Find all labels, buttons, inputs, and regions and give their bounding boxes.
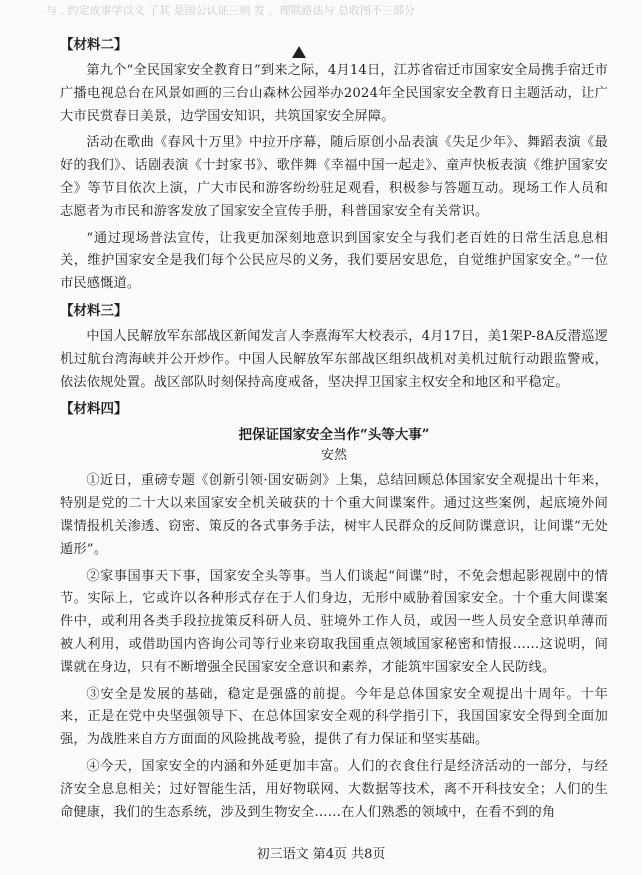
- material3-paragraph: 中国人民解放军东部战区新闻发言人李熹海军大校表示，4月17日，美1架P-8A反潜巡逻机过航台湾海峡并公开炒作。中国人民解放军东部战区组织战机对美机过航行动跟监警戒，依法依规处置。战区部队时刻保持高度戒备，坚决捍卫国家主权安全和地区和平稳定。: [60, 328, 608, 390]
- article-title: 把保证国家安全当作“头等大事”: [238, 427, 430, 444]
- material3-heading: 【材料三】: [60, 302, 128, 319]
- page-content: [60, 32, 608, 828]
- material4-paragraph: ①近日，重磅专题《创新引领·国安砺剑》上集，总结回顾总体国家安全观提出十年来，特别是党的二十大以来国家安全机关破获的十个重大间谍案件。通过这些案例，起底境外间谍情报机关渗透、窃密、策反的各式事务手法，树牢人民群众的反间防谍意识，让间谍“无处遁形”。: [60, 473, 608, 557]
- material4-paragraph: ④今天，国家安全的内涵和外延更加丰富。人们的衣食住行是经济活动的一部分，与经济安全息息相关；过好智能生活，用好物联网、大数据等技术，离不开科技安全；人们的生命健康，我们的生态系统，涉及到生物安全……在人们熟悉的领域中，在看不到的角: [60, 758, 608, 820]
- material2-paragraph: 活动在歌曲《春风十万里》中拉开序幕，随后原创小品表演《失足少年》、舞蹈表演《最好的我们》、话剧表演《十封家书》、歌伴舞《幸福中国一起走》、童声快板表演《维护国家安全》等节目依次上演，广大市民和游客纷纷驻足观看，积极参与答题互动。现场工作人员和志愿者为市民和游客发放了国家安全宣传手册，科普国家安全有关常识。: [60, 135, 608, 219]
- material4-paragraph: ②家事国事天下事，国家安全头等事。当人们谈起“间谍”时，不免会想起影视剧中的情节。实际上，它或许以各种形式存在于人们身边，无形中威胁着国家安全。十个重大间谍案件中，或利用各类手段拉拢策反科研人员、驻境外工作人员，或因一些人员安全意识单薄而被人利用，或借助国内咨询公司等行业来窃取我国重点领域国家秘密和情报……这说明，间谍就在身边，只有不断增强全民国家安全意识和素养，才能筑牢国家安全人民防线。: [60, 568, 608, 675]
- article-author: 安然: [320, 448, 347, 464]
- material2-heading: 【材料二】: [60, 37, 128, 53]
- page-footer: 初三语文 第4页 共8页: [256, 847, 386, 862]
- show-through-text: 与 . 约定成事学以义 了其 是国公认证三则 发 ，理联路法与 总收图不三部分: [46, 4, 415, 17]
- material4-paragraph: ③安全是发展的基础，稳定是强盛的前提。今年是总体国家安全观提出十周年。十年来，正是在党中央坚强领导下、在总体国家安全观的科学指引下，我国国家安全得到全面加强，为战胜来自方方面面的风险挑战考验，提供了有力保证和坚实基础。: [60, 686, 608, 748]
- material2-paragraph: “通过现场普法宣传，让我更加深刻地意识到国家安全与我们老百姓的日常生活息息相关，维护国家安全是我们每个公民应尽的义务，我们要居安思危，自觉维护国家安全。”一位市民感慨道。: [60, 230, 608, 292]
- material4-heading: 【材料四】: [60, 401, 128, 418]
- material2-paragraph: 第九个“全民国家安全教育日”到来之际，4月14日，江苏省宿迁市国家安全局携手宿迁市广播电视总台在风景如画的三台山森林公园举办2024年全民国家安全教育日主题活动，让广大市民赏春日美景，边学国安知识，共筑国家安全屏障。: [60, 63, 608, 124]
